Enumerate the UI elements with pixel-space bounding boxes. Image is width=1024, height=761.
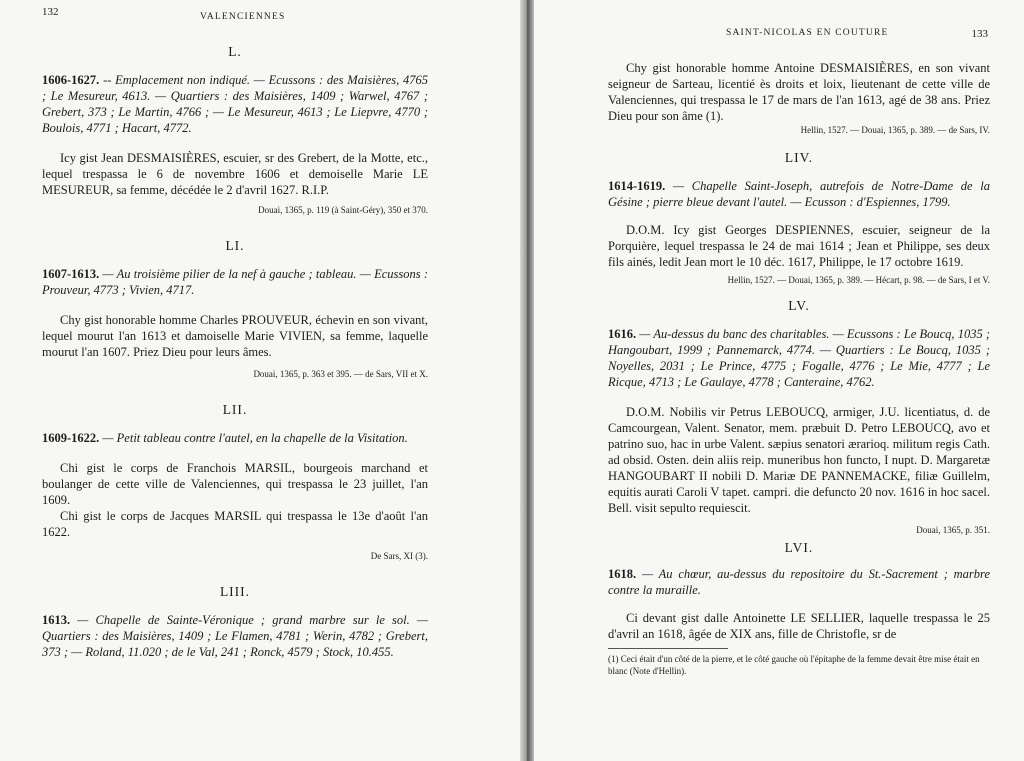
epitaph-text: Chi gist le corps de Franchois MARSIL, bourgeois marchand et boulanger de cette ville de Valenciennes, qui trespassa le 23 juillet, l'an 1609. (42, 461, 428, 507)
epitaph-text: D.O.M. Icy gist Georges DESPIENNES, escuier, seigneur de la Porquière, lequel trespassa le 24 de mai 1614 ; Jean et Philippe, ses deux fils ainés, ledit Jean mort le 10 déc. 1617, Philippe, le 17 octobre 1619. (608, 223, 990, 269)
epitaph-text: Chi gist le corps de Jacques MARSIL qui trespassa le 13e d'août l'an 1622. (42, 509, 428, 539)
section-heading (42, 72, 428, 136)
heading-text: — Petit tableau contre l'autel, en la chapelle de la Visitation. (102, 431, 408, 445)
section-heading (42, 430, 428, 446)
section-numeral: LI. (225, 238, 245, 253)
section-heading (608, 566, 990, 598)
section-numeral: LIV. (784, 150, 814, 165)
source-reference: Douai, 1365, p. 119 (à Saint-Géry), 350 et 370. (258, 205, 428, 215)
heading-date: 1607-1613. (42, 267, 100, 281)
source-reference: Douai, 1365, p. 351. (916, 525, 990, 535)
heading-date: 1609-1622. (42, 431, 100, 445)
epitaph-text: Chy gist honorable homme Antoine DESMAISIÈRES, en son vivant seigneur de Sarteau, licentié ès droits et loix, lieutenant de cette ville de Valenciennes, qui trespassa le 17 de mars de l'an 1613, agé de 38 ans. Priez Dieu pour son âme (1). (608, 61, 990, 123)
page-number: 132 (42, 6, 59, 18)
section-numeral: LIII. (219, 584, 251, 599)
section-numeral: LII. (222, 402, 248, 417)
heading-text: -- Emplacement non indiqué. — Ecussons : des Maisières, 4765 ; Le Mesureur, 4613. — Quartiers : des Maisières, 1409 ; Warwel, 4767 ; Grebert, 373 ; Le Martin, 4766 ; — Le Mesureur, 4613 ; Le Liepvre, 4770 ; Boulois, 4771 ; Hacart, 4772. (42, 73, 429, 135)
running-title: SAINT-NICOLAS EN COUTURE (726, 28, 889, 38)
source-reference: Douai, 1365, p. 363 et 395. — de Sars, VII et X. (253, 369, 428, 379)
heading-date: 1613. (42, 613, 71, 627)
section-numeral: L. (228, 44, 242, 59)
epitaph-text: Ci devant gist dalle Antoinette LE SELLIER, laquelle trespassa le 25 d'avril an 1618, âgée de XIX ans, fille de Christofle, sr de (608, 611, 990, 641)
page-number: 133 (971, 28, 988, 40)
section-numeral: LV. (788, 298, 810, 313)
heading-text: — Au troisième pilier de la nef à gauche ; tableau. — Ecussons : Prouveur, 4773 ; Vivien, 4717. (42, 267, 428, 297)
epitaph-text: Chy gist honorable homme Charles PROUVEUR, échevin en son vivant, lequel mourut l'an 1613 et damoiselle Marie VIVIEN, sa femme, laquelle mourut l'an 1607. Priez Dieu pour leurs âmes. (42, 313, 428, 359)
heading-text: — Au chœur, au-dessus du repositoire du St.-Sacrement ; marbre contre la muraille. (608, 567, 991, 597)
epitaph-text: D.O.M. Nobilis vir Petrus LEBOUCQ, armiger, J.U. licentiatus, d. de Camcourgean, Valent. Senator, mem. præbuit D. Petro LEBOUCQ, avo et patrino suo, hac in urbe Valent. sæpius senatori ærarioq. militum regis Cath. ad obsid. Osten. dein aliis reip. muneribus hon functo, I nupt. D. Margaretæ HANGOUBART II nobili D. Mariæ DE PANNEMACKE, filiæ Guillelm, equitis aurati Caroli V tapet. campri. die defuncto 20 nov. 1616 in hoc sacel. Bell. visit sepulto requiescit. (608, 405, 990, 515)
source-reference: Hellin, 1527. — Douai, 1365, p. 389. — de Sars, IV. (800, 125, 990, 135)
right-page (534, 0, 1024, 761)
section-heading (608, 178, 990, 210)
book-gutter (520, 0, 534, 761)
running-head (608, 0, 990, 60)
heading-text: — Chapelle Saint-Joseph, autrefois de Notre-Dame de la Gésine ; pierre bleue devant l'autel. — Ecusson : d'Espiennes, 1799. (608, 179, 991, 209)
source-reference: De Sars, XI (3). (370, 551, 428, 561)
section-heading (608, 326, 990, 390)
section-heading (42, 266, 428, 298)
heading-date: 1618. (608, 567, 637, 581)
running-head (42, 0, 428, 36)
footnote: (1) Ceci était d'un côté de la pierre, et le côté gauche où l'épitaphe de la femme devait être mise était en blanc (Note d'Hellin). (608, 654, 980, 676)
footnote-rule (608, 648, 728, 649)
epitaph-text: Icy gist Jean DESMAISIÈRES, escuier, sr des Grebert, de la Motte, etc., lequel trespassa le 6 de novembre 1606 et demoiselle Marie LE MESUREUR, sa femme, décédée le 2 d'avril 1627. R.I.P. (42, 151, 428, 197)
heading-text: — Chapelle de Sainte-Véronique ; grand marbre sur le sol. — Quartiers : des Maisières, 1409 ; Le Flamen, 4781 ; Werin, 4782 ; Grebert, 373 ; — Roland, 11.020 ; de le Val, 241 ; Ronck, 4579 ; Stock, 10.455. (42, 613, 429, 659)
running-title: VALENCIENNES (200, 12, 286, 22)
section-heading (42, 612, 428, 660)
heading-date: 1606-1627. (42, 73, 100, 87)
heading-date: 1616. (608, 327, 637, 341)
source-reference: Hellin, 1527. — Douai, 1365, p. 389. — Hécart, p. 98. — de Sars, I et V. (727, 275, 990, 285)
heading-text: — Au-dessus du banc des charitables. — Ecussons : Le Boucq, 1035 ; Hangoubart, 1999 ; Pannemarck, 4774. — Quartiers : Le Boucq, 1035 ; Noyelles, 2031 ; Le Prince, 4775 ; Fogalle, 4776 ; Le Mie, 4777 ; Le Ricque, 4713 ; Le Gaulaye, 4778 ; Canteraine, 4762. (608, 327, 991, 389)
heading-date: 1614-1619. (608, 179, 666, 193)
section-numeral: LVI. (784, 540, 814, 555)
